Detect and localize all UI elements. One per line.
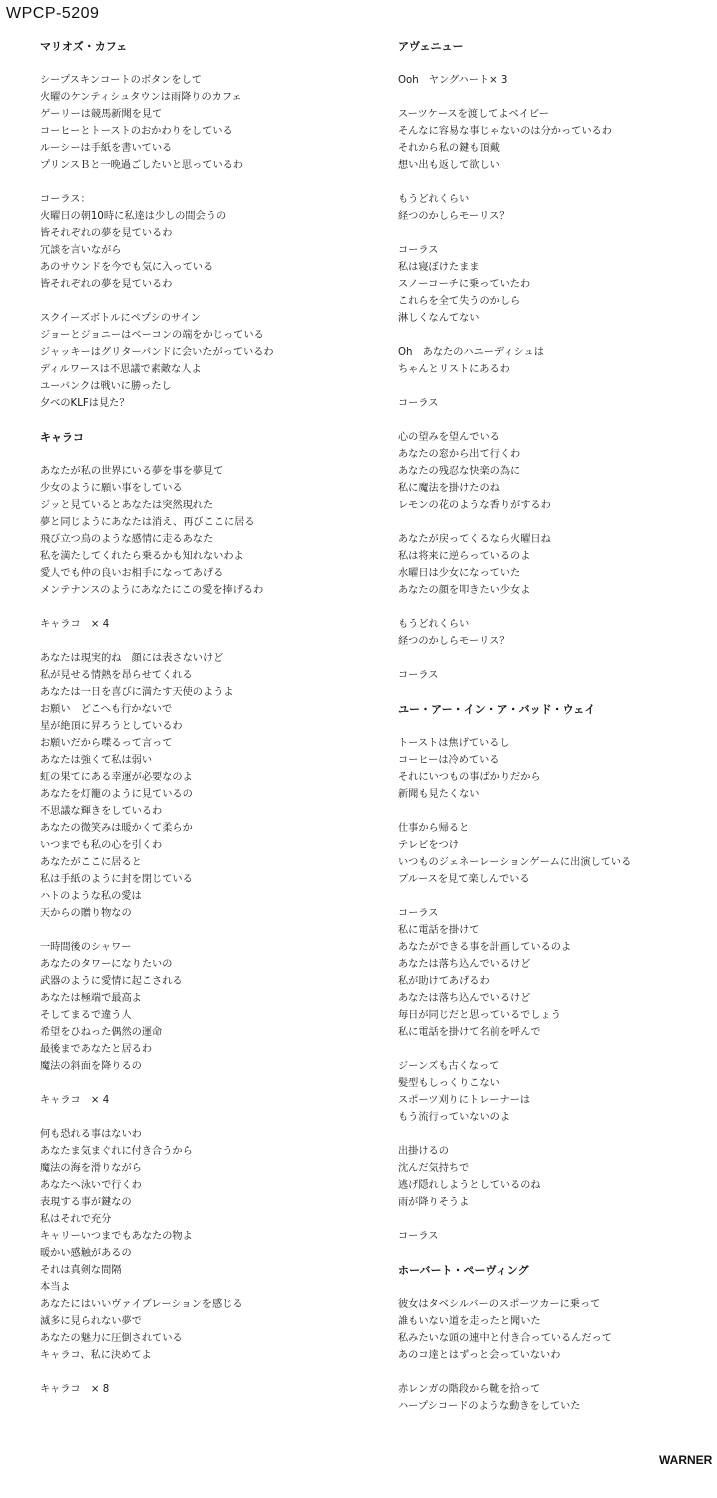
- lyric-line: いつものジェネーレーションゲームに出演している: [398, 857, 632, 868]
- lyric-line: 彼女はタベシルバーのスポーツカーに乗って: [398, 1299, 601, 1310]
- lyric-line: 冗談を言いながら: [40, 245, 122, 256]
- lyric-line: 火曜のケンティシュタウンは雨降りのカフェ: [40, 92, 242, 103]
- stanza-break: [398, 888, 698, 905]
- lyric-line: 心の望みを望んでいる: [398, 432, 500, 443]
- lyric-line: ブルースを見て楽しんでいる: [398, 874, 530, 885]
- lyric-line: それから私の鍵も頂戴: [398, 143, 500, 154]
- lyric-line: あなたへ泳いで行くわ: [40, 1180, 142, 1191]
- lyric-line: 髪型もしっくりこない: [398, 1078, 500, 1089]
- lyric-line: スクイーズボトルにペプシのサイン: [40, 313, 201, 324]
- lyric-line: 経つのかしらモーリス？: [398, 211, 510, 222]
- stanza-break: [40, 599, 370, 616]
- stanza-break: [398, 1041, 698, 1058]
- lyric-line: 私が助けてあげるわ: [398, 976, 490, 987]
- lyric-line: あなたは落ち込んでいるけど: [398, 959, 531, 970]
- lyric-line: そんなに容易な事じゃないのは分かっているわ: [398, 126, 612, 137]
- lyric-line: 星が絶頂に昇ろうとしているわ: [40, 721, 183, 732]
- lyric-line: あなたができる事を計画しているのよ: [398, 942, 572, 953]
- lyric-line: 沈んだ気持ちで: [398, 1163, 470, 1174]
- lyric-line: 雨が降りそうよ: [398, 1197, 470, 1208]
- lyric-line: それにいつもの事ばかりだから: [398, 772, 541, 783]
- stanza-break: [398, 174, 698, 191]
- stanza-break: [398, 378, 698, 395]
- lyric-line: コーラス: [398, 245, 439, 256]
- stanza-break: [398, 327, 698, 344]
- lyric-line: あなたは現実的ね 顔には表さないけど: [40, 653, 224, 664]
- lyric-line: ユーバンクは戦いに勝ったし: [40, 381, 172, 392]
- lyric-line: メンテナンスのようにあなたにこの愛を捧げるわ: [40, 585, 264, 596]
- stanza-break: [40, 922, 370, 939]
- stanza-break: [398, 650, 698, 667]
- song-block: [40, 429, 370, 1398]
- lyric-line: 私みたいな頭の連中と付き合っているんだって: [398, 1333, 612, 1344]
- catalog-number: WPCP-5209: [6, 5, 100, 22]
- stanza-break: [398, 1364, 698, 1381]
- lyric-line: 少女のように願い事をしている: [40, 483, 183, 494]
- lyric-line: ジッと見ているとあなたは突然現れた: [40, 500, 214, 511]
- lyric-line: プリンスＢと一晩過ごしたいと思っているわ: [40, 160, 244, 171]
- lyric-line: いつまでも私の心を引くわ: [40, 840, 163, 851]
- lyric-line: あなたが戻ってくるなら火曜日ね: [398, 534, 551, 545]
- lyric-line: 出掛けるの: [398, 1146, 449, 1157]
- lyric-line: あなたの窓から出て行くわ: [398, 449, 521, 460]
- lyric-line: コーラス: [398, 1231, 439, 1242]
- lyric-line: あなたは一日を喜びに満たす天使のようよ: [40, 687, 234, 698]
- lyric-line: 滅多に見られない夢で: [40, 1316, 142, 1327]
- lyric-line: あなたにはいいヴァイブレーションを感じる: [40, 1299, 243, 1310]
- stanza-break: [40, 174, 370, 191]
- lyric-line: お願いだから喋るって言って: [40, 738, 173, 749]
- lyric-line: あなたが私の世界にいる夢を事を夢見て: [40, 466, 224, 477]
- lyric-line: ジャッキーはグリターバンドに会いたがっているわ: [40, 347, 274, 358]
- lyric-line: ジーンズも古くなって: [398, 1061, 500, 1072]
- lyric-line: 暖かい感触があるの: [40, 1248, 132, 1259]
- lyric-line: 私は将来に逆らっているのよ: [398, 551, 531, 562]
- stanza-break: [40, 633, 370, 650]
- lyric-line: 私に魔法を掛けたのね: [398, 483, 500, 494]
- lyric-line: トーストは焦げているし: [398, 738, 510, 749]
- lyric-line: あなたの魅力に圧倒されている: [40, 1333, 183, 1344]
- song-title: キャラコ: [40, 431, 84, 444]
- lyric-line: 火曜日の朝10時に私達は少しの間会うの: [40, 211, 227, 222]
- lyric-line: スーツケースを渡してよベイビー: [398, 109, 549, 120]
- lyric-line: 一時間後のシャワー: [40, 942, 132, 953]
- stanza-break: [40, 1109, 370, 1126]
- lyric-line: 何も恐れる事はないわ: [40, 1129, 142, 1140]
- lyric-line: コーヒーは冷めている: [398, 755, 500, 766]
- lyric-line: あなたの顔を叩きたい少女よ: [398, 585, 531, 596]
- lyric-line: 私は寝ぼけたまま: [398, 262, 480, 273]
- lyric-line: 夢と同じようにあなたは消え、再びここに居る: [40, 517, 255, 528]
- stanza-break: [398, 1126, 698, 1143]
- lyric-line: 天からの贈り物なの: [40, 908, 132, 919]
- lyric-line: レモンの花のような香りがするわ: [398, 500, 551, 511]
- stanza-break: [398, 1211, 698, 1228]
- lyric-line: スノーコーチに乗っていたわ: [398, 279, 531, 290]
- lyric-line: キャラコ × 8: [40, 1384, 110, 1395]
- lyric-line: キャラコ、私に決めてよ: [40, 1350, 152, 1361]
- stanza-break: [398, 89, 698, 106]
- lyric-line: キャリーいつまでもあなたの物よ: [40, 1231, 193, 1242]
- lyric-line: 水曜日は少女になっていた: [398, 568, 521, 579]
- lyric-line: 魔法の斜面を降りるの: [40, 1061, 142, 1072]
- stanza-break: [398, 599, 698, 616]
- lyric-line: 私を満たしてくれたら乗るかも知れないわよ: [40, 551, 244, 562]
- lyric-line: これらを全て失うのかしら: [398, 296, 521, 307]
- lyric-line: コーラス: [398, 670, 439, 681]
- song-block: [40, 38, 370, 412]
- lyric-line: ルーシーは手紙を書いている: [40, 143, 173, 154]
- lyric-line: 表現する事が鍵なの: [40, 1197, 132, 1208]
- lyric-line: 新聞も見たくない: [398, 789, 480, 800]
- lyric-line: 私に電話を掛けて名前を呼んで: [398, 1027, 541, 1038]
- lyric-line: それは真剣な間隔: [40, 1265, 122, 1276]
- lyric-line: 希望をひねった偶然の運命: [40, 1027, 163, 1038]
- lyric-line: 不思議な輝きをしているわ: [40, 806, 163, 817]
- lyric-line: あなたがここに居ると: [40, 857, 142, 868]
- lyric-line: 武器のように愛情に起こされる: [40, 976, 183, 987]
- song-spacer: [398, 684, 698, 701]
- lyric-line: もう流行っていないのよ: [398, 1112, 511, 1123]
- lyrics-column-left: [40, 38, 370, 1398]
- lyric-line: 夕べのKLFは見た？: [40, 398, 130, 409]
- stanza-break: [398, 803, 698, 820]
- lyric-line: ハトのような私の愛は: [40, 891, 142, 902]
- lyric-line: ディルワースは不思議で素敵な人よ: [40, 364, 202, 375]
- lyric-line: キャラコ × 4: [40, 619, 110, 630]
- lyric-line: あなたの残忍な快楽の為に: [398, 466, 521, 477]
- stanza-break: [398, 514, 698, 531]
- lyric-line: あなたの微笑みは暖かくて柔らか: [40, 823, 193, 834]
- lyric-line: コーラス: [398, 908, 439, 919]
- lyric-line: もうどれくらい: [398, 194, 470, 205]
- song-title: アヴェニュー: [398, 40, 464, 53]
- lyric-line: ちゃんとリストにあるわ: [398, 364, 510, 375]
- lyric-line: あなたは落ち込んでいるけど: [398, 993, 531, 1004]
- lyric-line: 赤レンガの階段から靴を拾って: [398, 1384, 541, 1395]
- lyric-line: あのサウンドを今でも気に入っている: [40, 262, 214, 273]
- lyric-line: 私が見せる情熱を昂らせてくれる: [40, 670, 193, 681]
- lyric-line: ゲーリーは競馬新聞を見て: [40, 109, 163, 120]
- stanza-break: [40, 1075, 370, 1092]
- song-spacer: [398, 1245, 698, 1262]
- lyric-line: 皆それぞれの夢を見ているわ: [40, 279, 173, 290]
- lyric-line: 私はそれで充分: [40, 1214, 112, 1225]
- lyric-line: キャラコ × 4: [40, 1095, 110, 1106]
- stanza-break: [398, 412, 698, 429]
- brand-label: WARNER: [659, 1453, 713, 1467]
- stanza-break: [398, 225, 698, 242]
- lyrics-column-right: [398, 38, 698, 1415]
- lyric-line: 毎日が同じだと思っているでしょう: [398, 1010, 561, 1021]
- lyric-line: 想い出も返して欲しい: [398, 160, 500, 171]
- lyric-line: コーヒーとトーストのおかわりをしている: [40, 126, 233, 137]
- lyric-line: あなたのタワーになりたいの: [40, 959, 173, 970]
- lyric-line: スポーツ刈りにトレーナーは: [398, 1095, 531, 1106]
- lyric-line: テレビをつけ: [398, 840, 459, 851]
- lyric-line: そしてまるで違う人: [40, 1010, 132, 1021]
- lyric-line: コーラス: [398, 398, 439, 409]
- lyric-line: 誰もいない道を走ったと聞いた: [398, 1316, 541, 1327]
- lyric-line: 経つのかしらモーリス？: [398, 636, 510, 647]
- lyric-line: Ooh ヤングハート× 3: [398, 75, 508, 86]
- lyric-line: 本当よ: [40, 1282, 71, 1293]
- lyric-line: 仕事から帰ると: [398, 823, 470, 834]
- lyric-line: あなたは強くて私は弱い: [40, 755, 153, 766]
- song-title: マリオズ・カフェ: [40, 40, 128, 53]
- lyric-line: 愛人でも仲の良いお相手になってあげる: [40, 568, 224, 579]
- lyric-line: あのコ達とはずっと会っていないわ: [398, 1350, 561, 1361]
- lyric-line: 私は手紙のように封を閉じている: [40, 874, 193, 885]
- lyric-line: 魔法の海を滑りながら: [40, 1163, 142, 1174]
- lyric-line: シープスキンコートのボタンをして: [40, 75, 202, 86]
- lyric-line: お願い どこへも行かないで: [40, 704, 173, 715]
- song-spacer: [40, 412, 370, 429]
- lyric-line: あなたは極端で最高よ: [40, 993, 142, 1004]
- lyric-line: Oh あなたのハニーディシュは: [398, 347, 544, 358]
- lyric-line: あなたま気まぐれに付き合うから: [40, 1146, 193, 1157]
- song-title: ユー・アー・イン・ア・バッド・ウェイ: [398, 703, 596, 716]
- lyric-line: ハープシコードのような動きをしていた: [398, 1401, 581, 1412]
- lyric-line: 私に電話を掛けて: [398, 925, 480, 936]
- lyric-line: 逃げ隠れしようとしているのね: [398, 1180, 541, 1191]
- lyric-line: あなたを灯籠のように見ているの: [40, 789, 193, 800]
- lyric-line: 淋しくなんてない: [398, 313, 480, 324]
- lyric-line: コーラス：: [40, 194, 91, 205]
- lyric-line: 最後まであなたと居るわ: [40, 1044, 153, 1055]
- song-title: ホーバート・ペーヴィング: [398, 1264, 529, 1277]
- lyric-line: もうどれくらい: [398, 619, 470, 630]
- song-block: [398, 1262, 698, 1415]
- stanza-break: [40, 293, 370, 310]
- lyric-line: 皆それぞれの夢を見ているわ: [40, 228, 173, 239]
- lyric-line: 飛び立つ鳥のような感情に走るあなた: [40, 534, 214, 545]
- song-block: [398, 38, 698, 684]
- song-block: [398, 701, 698, 1245]
- stanza-break: [40, 1364, 370, 1381]
- lyric-line: ジョーとジョニーはベーコンの端をかじっている: [40, 330, 264, 341]
- lyric-line: 虹の果てにある幸運が必要なのよ: [40, 772, 193, 783]
